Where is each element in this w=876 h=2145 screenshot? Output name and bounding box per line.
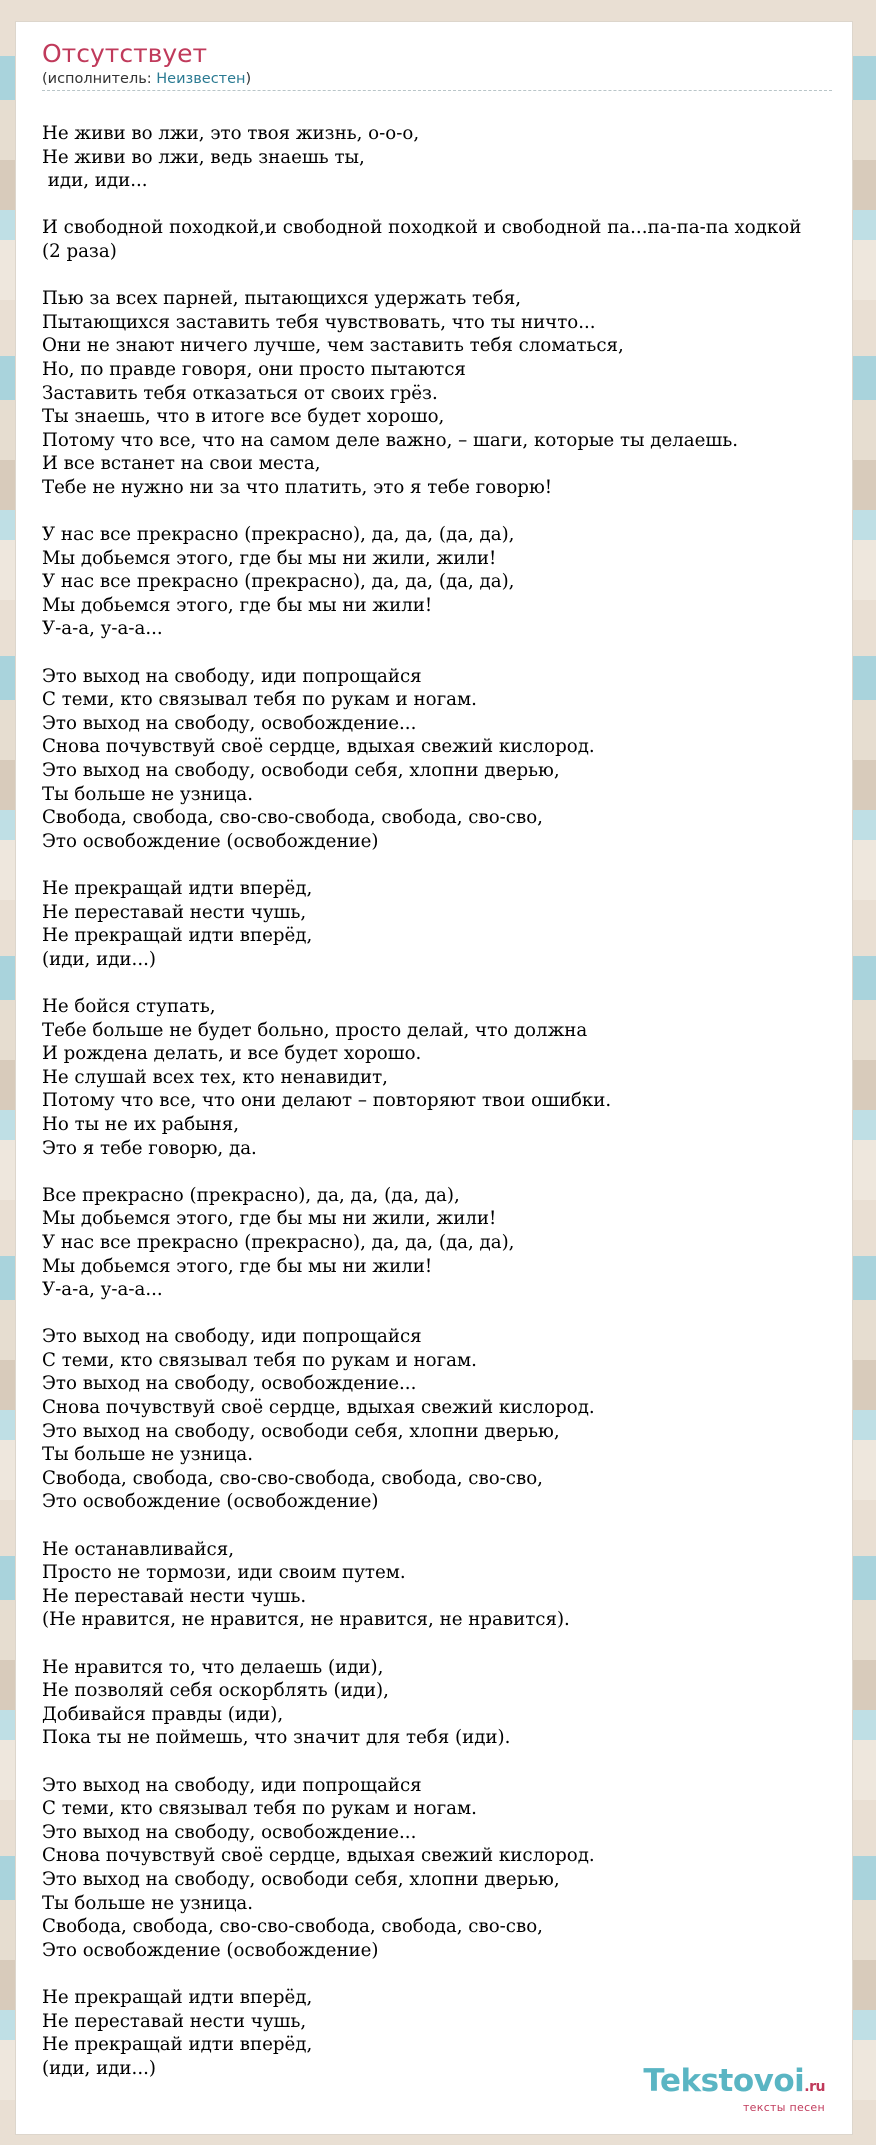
lyrics-line: Не прекращай идти вперёд,: [42, 925, 313, 947]
lyrics-line: Это освобождение (освобождение): [42, 830, 379, 852]
lyrics-line: Это выход на свободу, освободи себя, хлопни дверью,: [42, 1868, 560, 1890]
lyrics-line: Свобода, свобода, сво-сво-свобода, свобода, сво-сво,: [42, 1467, 543, 1489]
lyrics-line: Это выход на свободу, освободи себя, хлопни дверью,: [42, 760, 560, 782]
artist-prefix: (исполнитель:: [42, 71, 157, 87]
lyrics-stanza: [42, 877, 848, 971]
lyrics-line: С теми, кто связывал тебя по рукам и ногам.: [42, 1349, 477, 1371]
lyrics-line: У-а-а, у-а-а...: [42, 618, 163, 640]
song-title: Отсутствует: [42, 39, 208, 68]
lyrics-line: Не останавливайся,: [42, 1538, 234, 1560]
lyrics-line: (иди, иди...): [42, 948, 156, 970]
lyrics-body: [42, 122, 848, 2104]
lyrics-line: Ты больше не узница.: [42, 1892, 254, 1914]
lyrics-line: Не прекращай идти вперёд,: [42, 878, 313, 899]
lyrics-line: С теми, кто связывал тебя по рукам и ногам.: [42, 1798, 477, 1820]
lyrics-line: Не живи во лжи, ведь знаешь ты,: [42, 146, 365, 168]
lyrics-line: Это выход на свободу, иди попрощайся: [42, 1774, 422, 1796]
lyrics-line: (2 раза): [42, 240, 117, 262]
artist-line: [42, 69, 832, 91]
lyrics-stanza: [42, 523, 848, 641]
lyrics-line: Они не знают ничего лучше, чем заставить тебя сломаться,: [42, 335, 624, 357]
logo-tagline: тексты песен: [742, 2101, 825, 2114]
lyrics-line: С теми, кто связывал тебя по рукам и ногам.: [42, 689, 477, 711]
lyrics-line: Пока ты не поймешь, что значит для тебя (иди).: [42, 1727, 511, 1749]
lyrics-line: Ты больше не узница.: [42, 1444, 254, 1466]
lyrics-line: Не бойся ступать,: [42, 995, 216, 1017]
lyrics-line: Свобода, свобода, сво-сво-свобода, свобода, сво-сво,: [42, 807, 543, 829]
lyrics-line: Не слушай всех тех, кто ненавидит,: [42, 1066, 388, 1088]
logo-domain: .ru: [804, 2079, 825, 2095]
lyrics-line: Тебе больше не будет больно, просто делай, что должна: [42, 1019, 588, 1041]
artist-suffix: ): [245, 71, 252, 87]
lyrics-stanza: [42, 1774, 848, 1963]
lyrics-stanza: [42, 665, 848, 854]
lyrics-line: Это я тебе говорю, да.: [42, 1137, 257, 1159]
lyrics-line: Заставить тебя отказаться от своих грёз.: [42, 382, 438, 404]
lyrics-line: (иди, иди...): [42, 2057, 156, 2079]
lyrics-line: Снова почувствуй своё сердце, вдыхая свежий кислород.: [42, 1845, 595, 1867]
lyrics-line: Просто не тормози, иди своим путем.: [42, 1562, 406, 1584]
lyrics-line: Это освобождение (освобождение): [42, 1939, 379, 1961]
lyrics-line: Не живи во лжи, это твоя жизнь, о-о-о,: [42, 123, 420, 144]
lyrics-line: Снова почувствуй своё сердце, вдыхая свежий кислород.: [42, 1397, 595, 1419]
lyrics-line: Тебе не нужно ни за что платить, это я тебе говорю!: [42, 476, 553, 498]
lyrics-line: Это выход на свободу, освободи себя, хлопни дверью,: [42, 1420, 560, 1442]
lyrics-line: И все встанет на свои места,: [42, 453, 321, 475]
lyrics-stanza: [42, 122, 848, 193]
lyrics-line: У нас все прекрасно (прекрасно), да, да, (да, да),: [42, 524, 515, 546]
lyrics-line: Мы добьемся этого, где бы мы ни жили, жили!: [42, 1208, 497, 1230]
lyrics-line: И свободной походкой,и свободной походкой и свободной па...па-па-па ходкой: [42, 217, 802, 239]
lyrics-line: Мы добьемся этого, где бы мы ни жили!: [42, 1255, 433, 1277]
lyrics-line: Но, по правде говоря, они просто пытаются: [42, 358, 466, 380]
lyrics-stanza: [42, 287, 848, 499]
site-logo[interactable]: [643, 2065, 825, 2114]
lyrics-stanza: [42, 1184, 848, 1302]
lyrics-line: Это выход на свободу, иди попрощайся: [42, 1326, 422, 1348]
lyrics-line: Это освобождение (освобождение): [42, 1491, 379, 1513]
lyrics-line: Добивайся правды (иди),: [42, 1703, 284, 1725]
logo-text: [643, 2065, 825, 2103]
lyrics-line: Пытающихся заставить тебя чувствовать, что ты ничто...: [42, 311, 596, 333]
lyrics-stanza: [42, 1325, 848, 1514]
lyrics-line: Не прекращай идти вперёд,: [42, 2034, 313, 2056]
lyrics-line: Не переставай нести чушь,: [42, 2010, 307, 2032]
lyrics-line: Не нравится то, что делаешь (иди),: [42, 1656, 384, 1678]
lyrics-line: Все прекрасно (прекрасно), да, да, (да, да),: [42, 1184, 460, 1206]
logo-brand: Tekstovoi: [643, 2063, 805, 2099]
lyrics-line: Ты больше не узница.: [42, 783, 254, 805]
lyrics-line: Потому что все, что они делают – повторяют твои ошибки.: [42, 1090, 612, 1112]
artist-link[interactable]: Неизвестен: [156, 71, 246, 87]
lyrics-line: Свобода, свобода, сво-сво-свобода, свобода, сво-сво,: [42, 1916, 543, 1938]
lyrics-line: Не позволяй себя оскорблять (иди),: [42, 1680, 389, 1702]
lyrics-line: Не прекращай идти вперёд,: [42, 1986, 313, 2008]
lyrics-stanza: [42, 1656, 848, 1750]
lyrics-line: (Не нравится, не нравится, не нравится, не нравится).: [42, 1609, 570, 1631]
lyrics-line: Это выход на свободу, освобождение...: [42, 712, 417, 734]
lyrics-line: Это выход на свободу, освобождение...: [42, 1373, 417, 1395]
lyrics-line: У-а-а, у-а-а...: [42, 1279, 163, 1301]
lyrics-line: И рождена делать, и все будет хорошо.: [42, 1043, 422, 1065]
lyrics-stanza: [42, 995, 848, 1160]
lyrics-line: Пью за всех парней, пытающихся удержать тебя,: [42, 288, 522, 310]
lyrics-line: У нас все прекрасно (прекрасно), да, да, (да, да),: [42, 1231, 515, 1253]
lyrics-line: Но ты не их рабыня,: [42, 1113, 240, 1135]
song-header: [42, 39, 832, 91]
lyrics-page: [16, 22, 852, 2134]
lyrics-line: Это выход на свободу, иди попрощайся: [42, 665, 422, 687]
lyrics-stanza: [42, 216, 848, 263]
lyrics-line: иди, иди...: [42, 170, 148, 192]
lyrics-line: Мы добьемся этого, где бы мы ни жили, жили!: [42, 547, 497, 569]
lyrics-line: Ты знаешь, что в итоге все будет хорошо,: [42, 406, 445, 428]
lyrics-line: Снова почувствуй своё сердце, вдыхая свежий кислород.: [42, 736, 595, 758]
lyrics-line: Не переставай нести чушь.: [42, 1585, 307, 1607]
lyrics-line: Потому что все, что на самом деле важно, – шаги, которые ты делаешь.: [42, 429, 739, 451]
lyrics-stanza: [42, 1538, 848, 1632]
lyrics-line: Не переставай нести чушь,: [42, 901, 307, 923]
lyrics-line: У нас все прекрасно (прекрасно), да, да, (да, да),: [42, 571, 515, 593]
lyrics-line: Это выход на свободу, освобождение...: [42, 1821, 417, 1843]
lyrics-line: Мы добьемся этого, где бы мы ни жили!: [42, 594, 433, 616]
